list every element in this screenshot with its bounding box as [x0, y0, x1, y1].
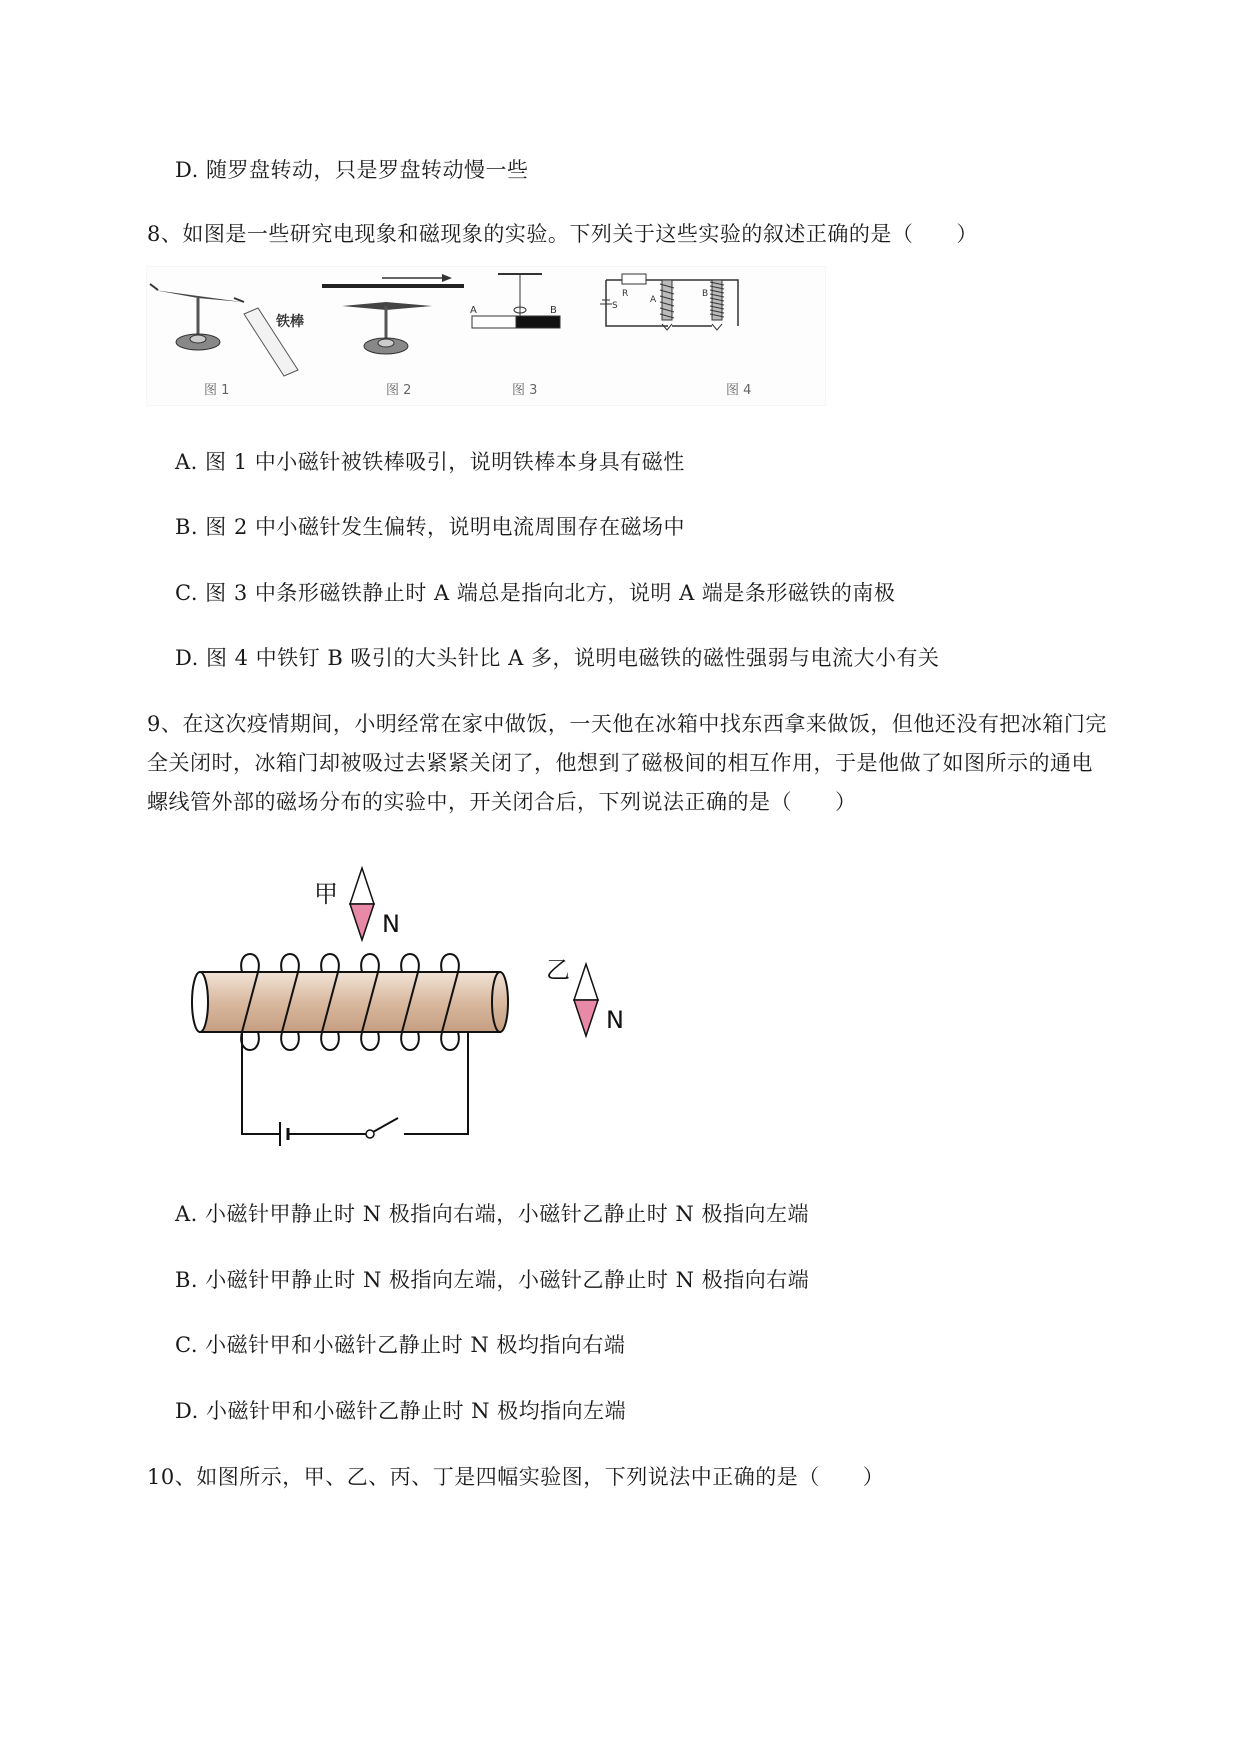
fig1-label: 图 1: [204, 383, 230, 398]
needle-jia-label: 甲: [314, 880, 338, 908]
iron-rod-label: 铁棒: [276, 314, 304, 330]
needle-jia-pole: N: [382, 910, 400, 938]
q7-option-d: D. 随罗盘转动，只是罗盘转动慢一些: [175, 158, 529, 182]
fig3-label: 图 3: [512, 383, 538, 398]
q9-option-c: C. 小磁针甲和小磁针乙静止时 N 极均指向右端: [175, 1333, 626, 1357]
q8-option-a: A. 图 1 中小磁针被铁棒吸引，说明铁棒本身具有磁性: [175, 450, 685, 474]
q8-figure: [146, 266, 826, 406]
q8-stem: 8、如图是一些研究电现象和磁现象的实验。下列关于这些实验的叙述正确的是（ ）: [147, 222, 978, 246]
needle-yi-pole: N: [606, 1006, 624, 1034]
q9-solenoid-figure: [190, 860, 640, 1160]
fig2-label: 图 2: [386, 383, 412, 398]
nail-b-label: B: [702, 289, 709, 299]
solenoid: [192, 954, 508, 1050]
q8-option-d: D. 图 4 中铁钉 B 吸引的大头针比 A 多，说明电磁铁的磁性强弱与电流大小有关: [175, 646, 940, 670]
q9-option-d: D. 小磁针甲和小磁针乙静止时 N 极均指向左端: [175, 1399, 627, 1423]
resistor-label: R: [622, 289, 629, 299]
fig4-label: 图 4: [726, 383, 752, 398]
q8-option-b: B. 图 2 中小磁针发生偏转，说明电流周围存在磁场中: [175, 515, 685, 539]
needle-yi-label: 乙: [546, 956, 570, 984]
needle-jia: [314, 868, 400, 940]
switch-label: S: [612, 301, 618, 311]
needle-yi: [546, 956, 624, 1036]
q9-option-b: B. 小磁针甲静止时 N 极指向左端，小磁针乙静止时 N 极指向右端: [175, 1268, 810, 1292]
q9-stem-line-3: 螺线管外部的磁场分布的实验中，开关闭合后，下列说法正确的是（ ）: [147, 790, 857, 814]
bar-end-b: B: [550, 305, 557, 316]
q9-stem-line-2: 全关闭时，冰箱门却被吸过去紧紧关闭了，他想到了磁极间的相互作用，于是他做了如图所示的通电: [147, 751, 1093, 775]
q9-stem-line-1: 9、在这次疫情期间，小明经常在家中做饭，一天他在冰箱中找东西拿来做饭，但他还没有把冰箱门完: [147, 712, 1107, 736]
q8-option-c: C. 图 3 中条形磁铁静止时 A 端总是指向北方，说明 A 端是条形磁铁的南极: [175, 581, 896, 605]
nail-a-label: A: [650, 295, 657, 305]
circuit-wires: [242, 1032, 468, 1146]
q9-option-a: A. 小磁针甲静止时 N 极指向右端，小磁针乙静止时 N 极指向左端: [175, 1202, 809, 1226]
switch-lever: [373, 1118, 398, 1132]
bar-end-a: A: [470, 305, 477, 316]
q10-stem: 10、如图所示，甲、乙、丙、丁是四幅实验图，下列说法中正确的是（ ）: [147, 1465, 885, 1489]
